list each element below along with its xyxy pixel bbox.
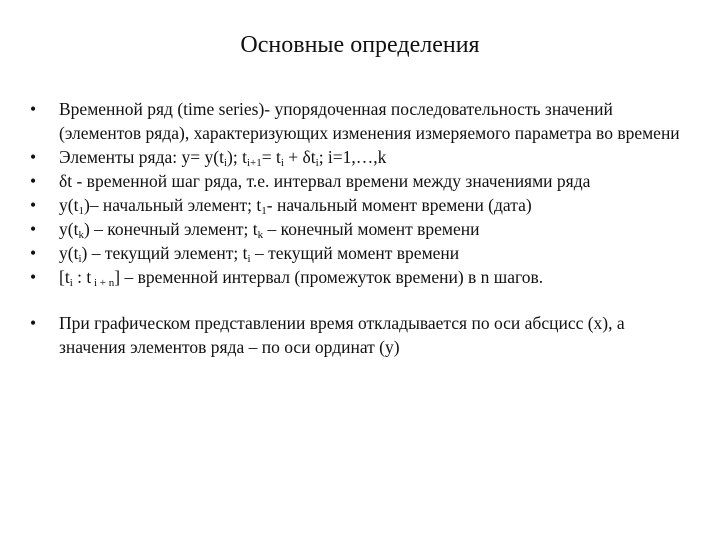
subscript: i [78, 253, 82, 265]
slide-title: Основные определения [240, 32, 480, 58]
subscript: i [69, 277, 73, 289]
text-part: : t [72, 267, 92, 287]
subscript: 1 [261, 205, 267, 217]
subscript: k [78, 229, 84, 241]
text-part: y(t [59, 195, 79, 215]
bullet-time-interval [30, 265, 690, 289]
subscript: 1 [78, 205, 84, 217]
text-part: y(t [59, 219, 79, 239]
text-part: ] – временной интервал (промежуток времени) в n шагов. [114, 267, 544, 287]
text-part: ; i=1,…,k [318, 147, 387, 167]
subscript: i [223, 157, 228, 169]
bullet-time-step: • δt - временной шаг ряда, т.е. интервал времени между значениями ряда [30, 169, 690, 193]
text-part: )– начальный элемент; t [83, 195, 262, 215]
bullet-final-element [30, 217, 690, 241]
text-part: – конечный момент времени [263, 219, 480, 239]
text-part: = t [261, 147, 281, 167]
subscript: i+1 [246, 157, 262, 169]
text-part: [t [59, 267, 70, 287]
text-part: ); t [227, 147, 247, 167]
text-part: ) – текущий элемент; t [81, 243, 248, 263]
bullet-series-elements [30, 145, 690, 169]
text-part: ) – конечный элемент; t [83, 219, 258, 239]
bullet-current-element [30, 241, 690, 265]
text-part: – текущий момент времени [250, 243, 460, 263]
subscript: k [257, 229, 264, 241]
text-part: Элементы ряда: y= y(t [59, 147, 224, 167]
text-part: + δt [283, 147, 316, 167]
bullet-time-series: • Временной ряд (time series)- упорядоченная последовательность значений (элементов ряда), характеризующих изменения измеряемого параметра во времени [30, 97, 690, 145]
bullet-graphical-representation: • При графическом представлении время откладывается по оси абсцисс (x), а значения элементов ряда – по оси ординат (y) [30, 311, 690, 359]
subscript: i + n [91, 277, 115, 289]
text-part: y(t [59, 243, 79, 263]
subscript: i [280, 157, 284, 169]
definitions-list [30, 97, 690, 359]
text-part: - начальный момент времени (дата) [266, 195, 532, 215]
subscript: i [247, 253, 251, 265]
bullet-initial-element [30, 193, 690, 217]
subscript: i [315, 157, 319, 169]
